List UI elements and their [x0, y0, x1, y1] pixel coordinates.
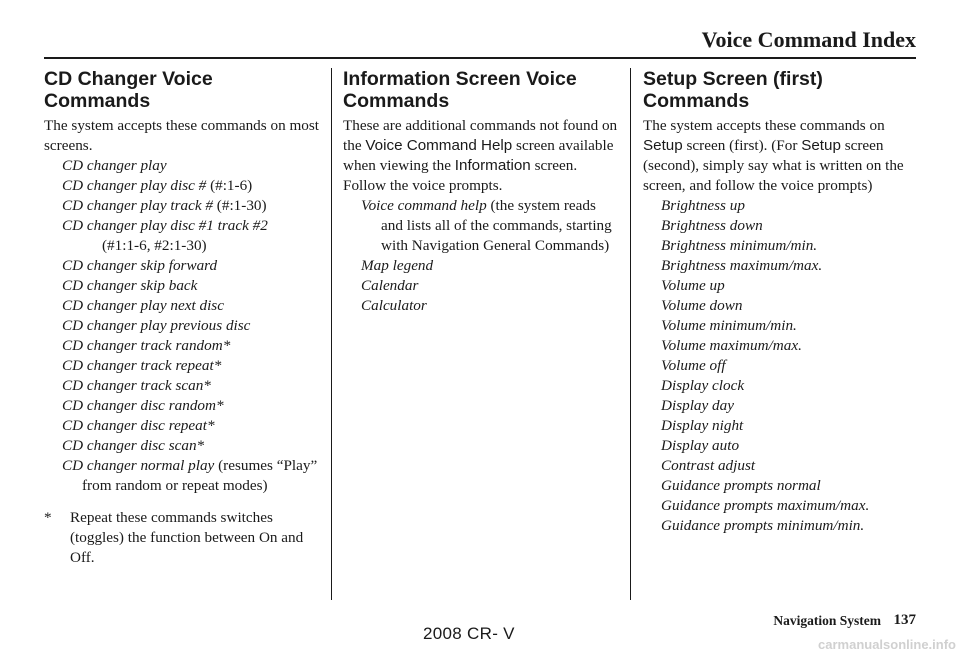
command-note: (#1:1-6, #2:1-30)	[102, 237, 207, 254]
list-item: Guidance prompts minimum/min.	[661, 517, 865, 534]
site-watermark: carmanualsonline.info	[818, 637, 956, 652]
screen-name: Information	[454, 157, 531, 174]
command-note: (#:1-30)	[213, 197, 267, 214]
list-item	[62, 396, 324, 416]
footnote	[44, 508, 324, 568]
list-item: Display day	[661, 397, 734, 414]
list-item: Guidance prompts maximum/max.	[661, 497, 870, 514]
section-intro: The system accepts these commands on most screens.	[44, 117, 319, 154]
section-heading: Setup Screen (first) Commands	[643, 68, 823, 112]
information-screen-section	[343, 68, 618, 316]
list-item	[62, 356, 324, 376]
section-heading: CD Changer Voice Commands	[44, 68, 213, 112]
command-list	[343, 196, 618, 256]
command-text: CD changer disc repeat*	[62, 417, 215, 434]
list-item	[62, 316, 324, 336]
column-divider	[630, 68, 631, 600]
section-intro: The system accepts these commands on Setup screen (first). (For Setup screen (second), simply say what is written on the screen, and follow the voice prompts)	[643, 117, 904, 194]
list-item	[62, 296, 324, 316]
list-item: Display night	[661, 417, 744, 434]
command-text: CD changer disc random*	[62, 397, 224, 414]
page-header-title: Voice Command Index	[701, 27, 916, 52]
command-text: CD changer normal play	[62, 457, 215, 474]
list-item: Contrast adjust	[661, 457, 756, 474]
list-item	[62, 416, 324, 436]
list-item	[62, 256, 324, 276]
command-text: CD changer track random*	[62, 337, 231, 354]
list-item	[62, 376, 324, 396]
screen-name: Setup	[801, 137, 841, 154]
setup-screen-section	[643, 68, 923, 536]
list-item: Volume maximum/max.	[661, 337, 802, 354]
command-text: CD changer track scan*	[62, 377, 211, 394]
header-rule	[44, 57, 916, 59]
list-item: Volume up	[661, 277, 725, 294]
list-item: Guidance prompts normal	[661, 477, 821, 494]
section-heading: Information Screen Voice Commands	[343, 68, 577, 112]
list-item: Display clock	[661, 377, 745, 394]
command-text: CD changer play disc #	[62, 177, 207, 194]
list-item: Volume down	[661, 297, 743, 314]
command-text: CD changer play disc #1 track #2	[62, 217, 268, 234]
command-text: CD changer play previous disc	[62, 317, 251, 334]
command-text: CD changer play next disc	[62, 297, 224, 314]
list-item	[62, 156, 324, 176]
cd-changer-section	[44, 68, 324, 568]
command-note: (resumes “Play” from random or repeat modes)	[82, 457, 318, 494]
list-item: Calculator	[361, 297, 427, 314]
list-item: Map legend	[361, 257, 434, 274]
list-item	[62, 276, 324, 296]
list-item	[62, 456, 324, 496]
list-item: Calendar	[361, 277, 419, 294]
command-text: CD changer track repeat*	[62, 357, 222, 374]
model-watermark: 2008 CR- V	[423, 624, 515, 643]
command-note: (#:1-6)	[206, 177, 253, 194]
command-text: CD changer play	[62, 157, 167, 174]
list-item	[62, 216, 324, 256]
list-item: Display auto	[661, 437, 740, 454]
footer-label: Navigation System	[773, 613, 881, 628]
list-item: Brightness down	[661, 217, 763, 234]
screen-name: Setup	[643, 137, 683, 154]
list-item	[62, 436, 324, 456]
section-intro: These are additional commands not found on the Voice Command Help screen available when viewing the Information screen. Follow the voice prompts.	[343, 117, 618, 194]
screen-name: Voice Command Help	[365, 137, 513, 154]
command-list	[44, 156, 324, 496]
list-item: Brightness up	[661, 197, 745, 214]
command-text: CD changer skip back	[62, 277, 198, 294]
list-item: Brightness minimum/min.	[661, 237, 818, 254]
command-text: CD changer play track #	[62, 197, 213, 214]
footnote-mark: *	[44, 509, 52, 526]
list-item	[62, 196, 324, 216]
list-item: Brightness maximum/max.	[661, 257, 823, 274]
page-number: 137	[893, 612, 916, 628]
command-list	[643, 196, 923, 536]
list-item: Volume off	[661, 357, 726, 374]
list-item: Voice command help (the system reads and lists all of the commands, starting with Navigation General Commands)	[361, 197, 612, 254]
list-item: Volume minimum/min.	[661, 317, 797, 334]
list-item	[62, 336, 324, 356]
command-text: CD changer disc scan*	[62, 437, 205, 454]
column-divider	[331, 68, 332, 600]
list-item	[62, 176, 324, 196]
command-list	[343, 256, 618, 316]
footnote-text: Repeat these commands switches (toggles) the function between On and Off.	[70, 509, 304, 566]
command-text: CD changer skip forward	[62, 257, 218, 274]
